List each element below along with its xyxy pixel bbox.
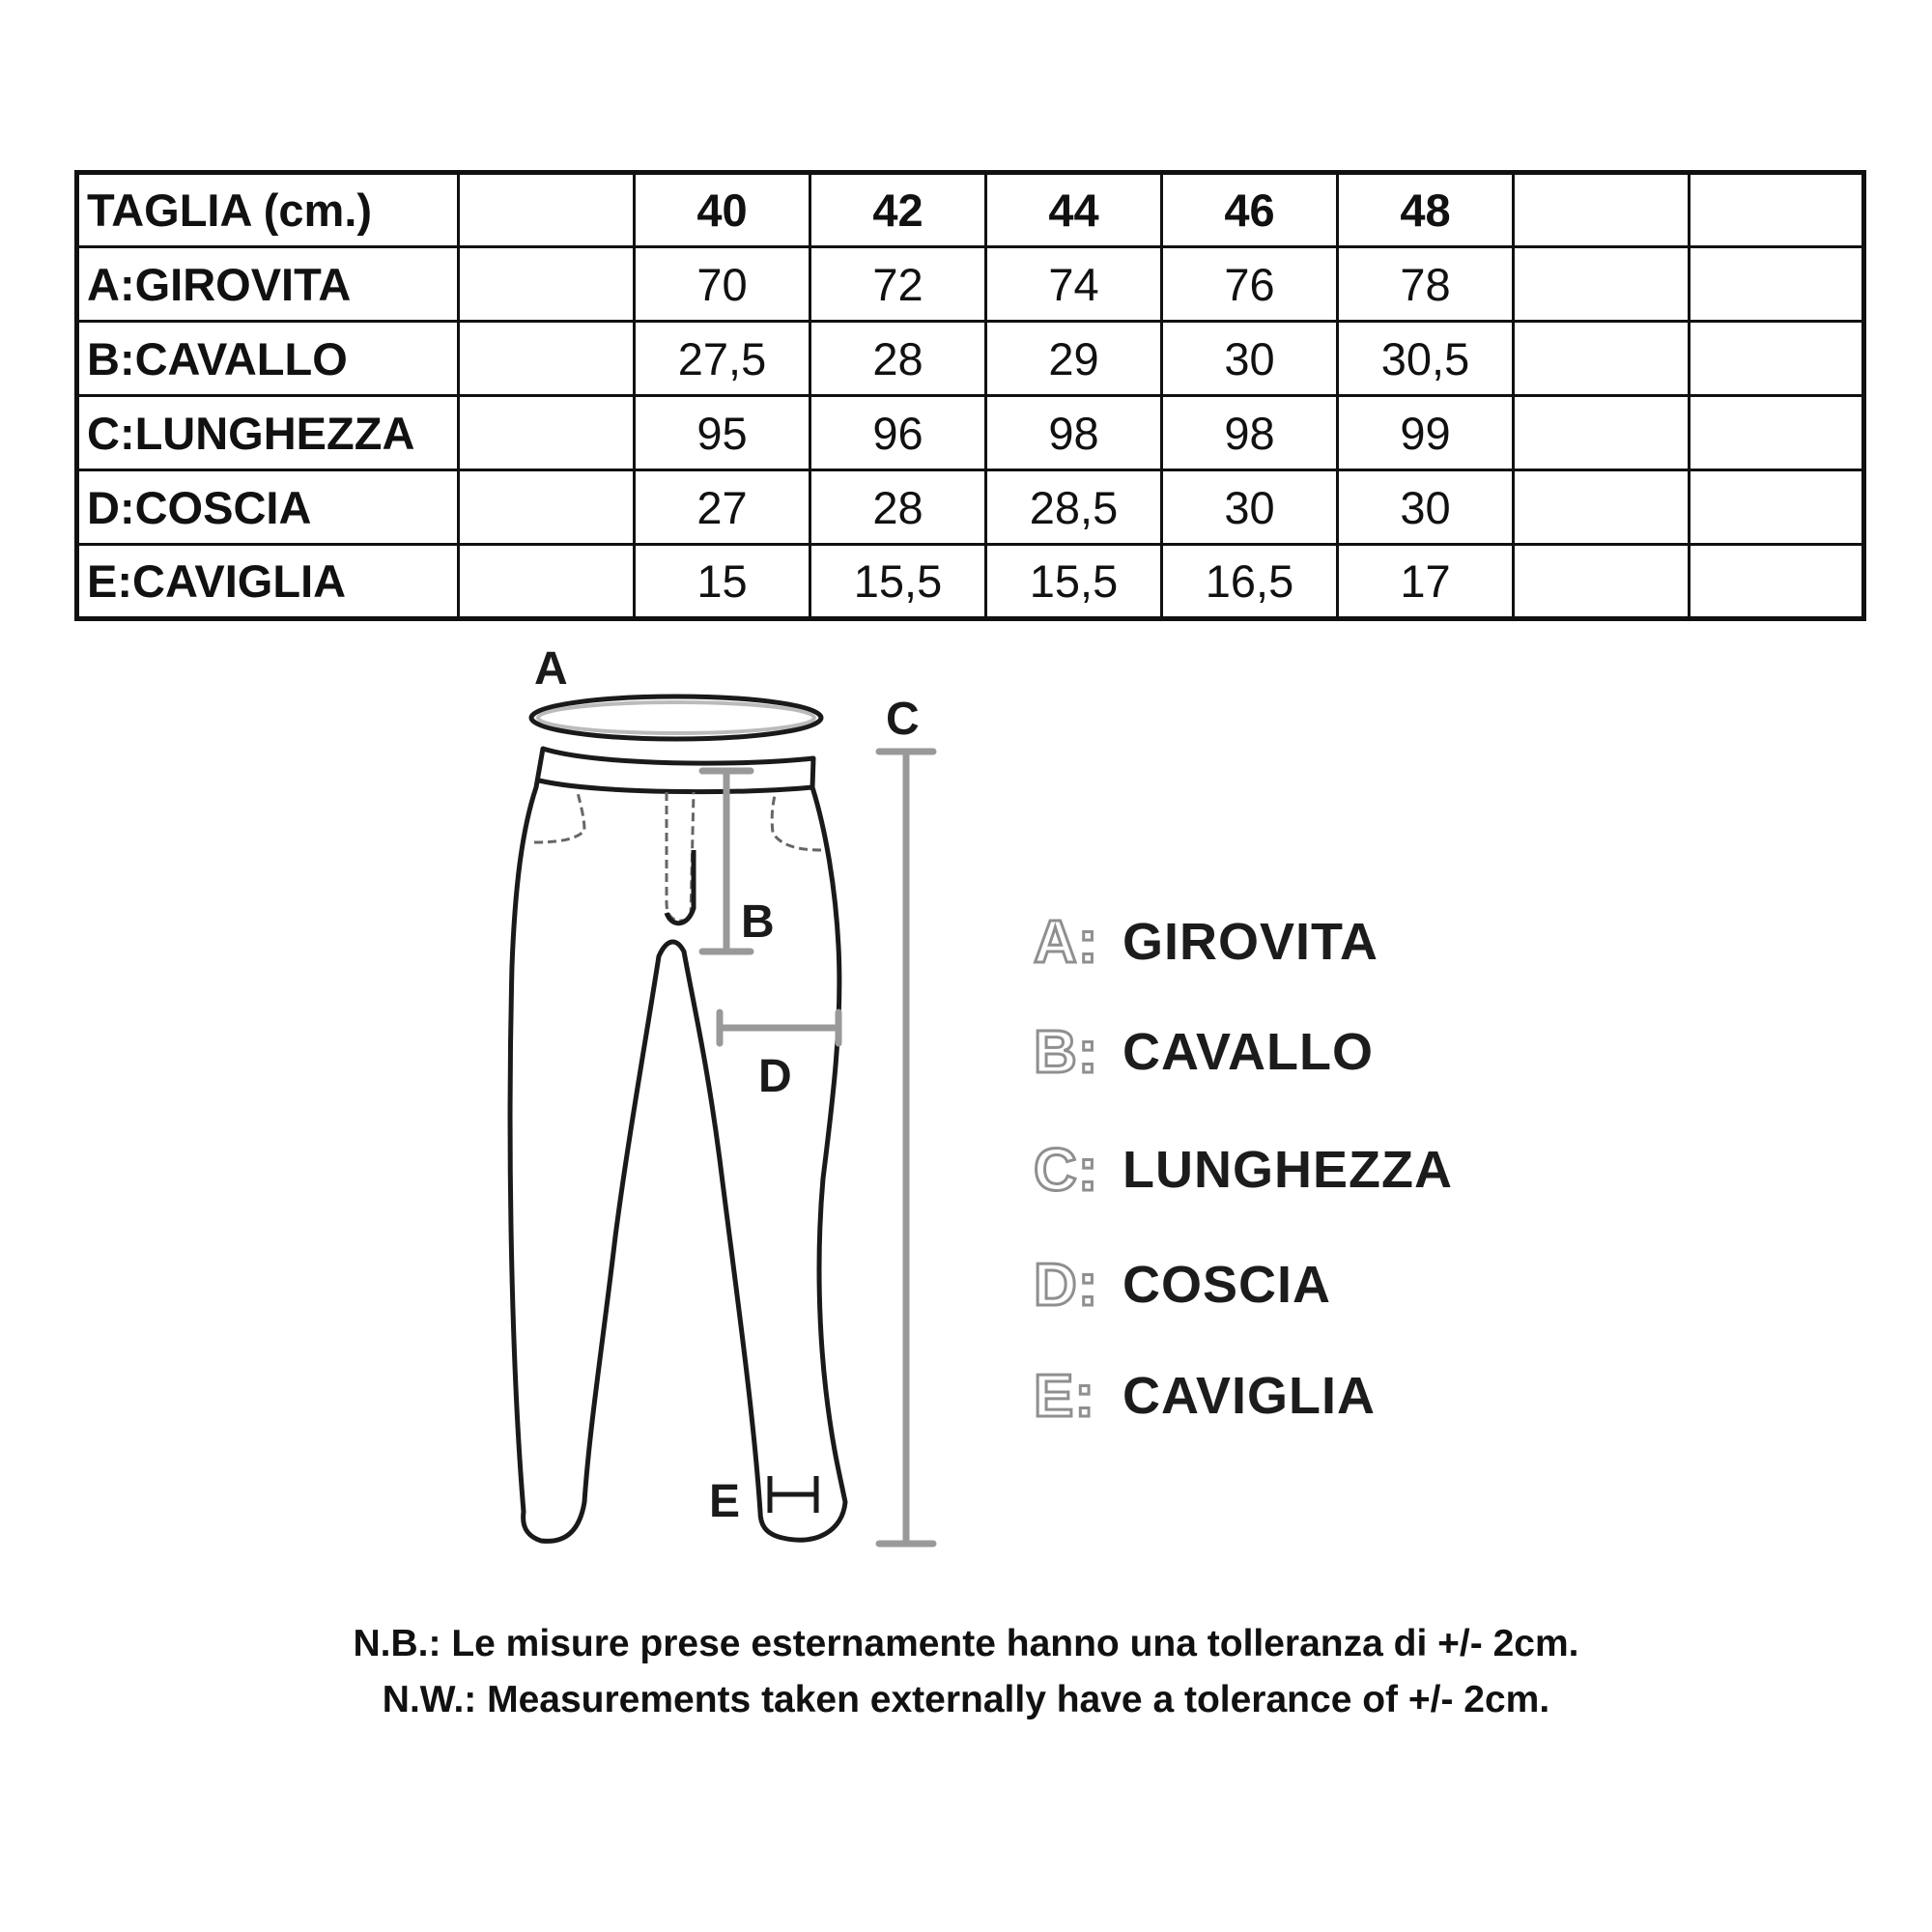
empty-cell: [1690, 396, 1864, 470]
table-row: [77, 470, 1864, 545]
empty-cell: [1690, 470, 1864, 545]
left-pocket: [534, 792, 584, 842]
table-row: [77, 396, 1864, 470]
value-cell: 30: [1162, 322, 1338, 396]
empty-cell: [1690, 545, 1864, 619]
letter-c: C: [886, 694, 920, 745]
legend-key: E:: [1034, 1362, 1095, 1430]
empty-cell: [459, 396, 635, 470]
empty-cell: [1514, 322, 1690, 396]
header-size-cell: 48: [1338, 173, 1514, 247]
header-empty-cell: [459, 173, 635, 247]
value-cell: 78: [1338, 247, 1514, 322]
value-cell: 70: [635, 247, 810, 322]
value-cell: 27: [635, 470, 810, 545]
header-size-cell: 44: [986, 173, 1162, 247]
legend-key: B:: [1034, 1018, 1099, 1086]
value-cell: 96: [810, 396, 986, 470]
size-table: [74, 170, 1866, 621]
legend-item-caviglia: [1034, 1357, 1376, 1435]
value-cell: 76: [1162, 247, 1338, 322]
value-cell: 15,5: [810, 545, 986, 619]
letter-e: E: [709, 1476, 741, 1527]
pants-diagram: [0, 628, 966, 1575]
value-cell: 28,5: [986, 470, 1162, 545]
value-cell: 16,5: [1162, 545, 1338, 619]
empty-cell: [1514, 545, 1690, 619]
table-header-row: [77, 173, 1864, 247]
empty-cell: [459, 470, 635, 545]
row-label: D:COSCIA: [77, 470, 459, 545]
legend-key: A:: [1034, 908, 1099, 976]
letter-a: A: [534, 643, 568, 695]
legend-item-lunghezza: [1034, 1131, 1453, 1208]
legend-item-cavallo: [1034, 1013, 1374, 1091]
value-cell: 95: [635, 396, 810, 470]
row-label: E:CAVIGLIA: [77, 545, 459, 619]
table-row: [77, 545, 1864, 619]
legend-name: COSCIA: [1122, 1256, 1332, 1314]
tolerance-note-it: N.B.: Le misure prese esternamente hanno una tolleranza di +/- 2cm.: [353, 1623, 1579, 1664]
value-cell: 15: [635, 545, 810, 619]
table-row: [77, 247, 1864, 322]
tolerance-note-en: N.W.: Measurements taken externally have a tolerance of +/- 2cm.: [382, 1679, 1550, 1720]
right-pocket: [772, 792, 821, 850]
letter-d: D: [758, 1051, 792, 1102]
empty-cell: [1690, 322, 1864, 396]
fly-edge: [667, 850, 694, 923]
header-label: TAGLIA (cm.): [77, 173, 459, 247]
letter-b: B: [741, 896, 775, 948]
value-cell: 74: [986, 247, 1162, 322]
row-label: B:CAVALLO: [77, 322, 459, 396]
empty-cell: [459, 545, 635, 619]
value-cell: 28: [810, 322, 986, 396]
legend-item-coscia: [1034, 1246, 1331, 1323]
header-empty-cell: [1690, 173, 1864, 247]
header-empty-cell: [1514, 173, 1690, 247]
row-label: A:GIROVITA: [77, 247, 459, 322]
table-row: [77, 322, 1864, 396]
value-cell: 29: [986, 322, 1162, 396]
legend-name: CAVALLO: [1122, 1023, 1374, 1081]
waistband-line: [539, 781, 812, 792]
legend-key: D:: [1034, 1251, 1099, 1319]
value-cell: 99: [1338, 396, 1514, 470]
empty-cell: [459, 247, 635, 322]
header-size-cell: 42: [810, 173, 986, 247]
empty-cell: [459, 322, 635, 396]
legend-name: LUNGHEZZA: [1122, 1141, 1453, 1199]
value-cell: 98: [1162, 396, 1338, 470]
value-cell: 27,5: [635, 322, 810, 396]
legend-key: C:: [1034, 1136, 1099, 1204]
value-cell: 30: [1338, 470, 1514, 545]
legend-item-girovita: [1034, 903, 1378, 980]
waist-measure-ellipse-inner: [538, 702, 814, 733]
empty-cell: [1690, 247, 1864, 322]
legend-name: GIROVITA: [1122, 913, 1379, 971]
value-cell: 30,5: [1338, 322, 1514, 396]
value-cell: 30: [1162, 470, 1338, 545]
empty-cell: [1514, 470, 1690, 545]
value-cell: 72: [810, 247, 986, 322]
header-size-cell: 40: [635, 173, 810, 247]
pants-outline: [510, 749, 845, 1541]
header-size-cell: 46: [1162, 173, 1338, 247]
value-cell: 17: [1338, 545, 1514, 619]
value-cell: 15,5: [986, 545, 1162, 619]
empty-cell: [1514, 396, 1690, 470]
value-cell: 98: [986, 396, 1162, 470]
value-cell: 28: [810, 470, 986, 545]
fly: [667, 792, 694, 921]
legend-name: CAVIGLIA: [1122, 1367, 1376, 1425]
row-label: C:LUNGHEZZA: [77, 396, 459, 470]
empty-cell: [1514, 247, 1690, 322]
